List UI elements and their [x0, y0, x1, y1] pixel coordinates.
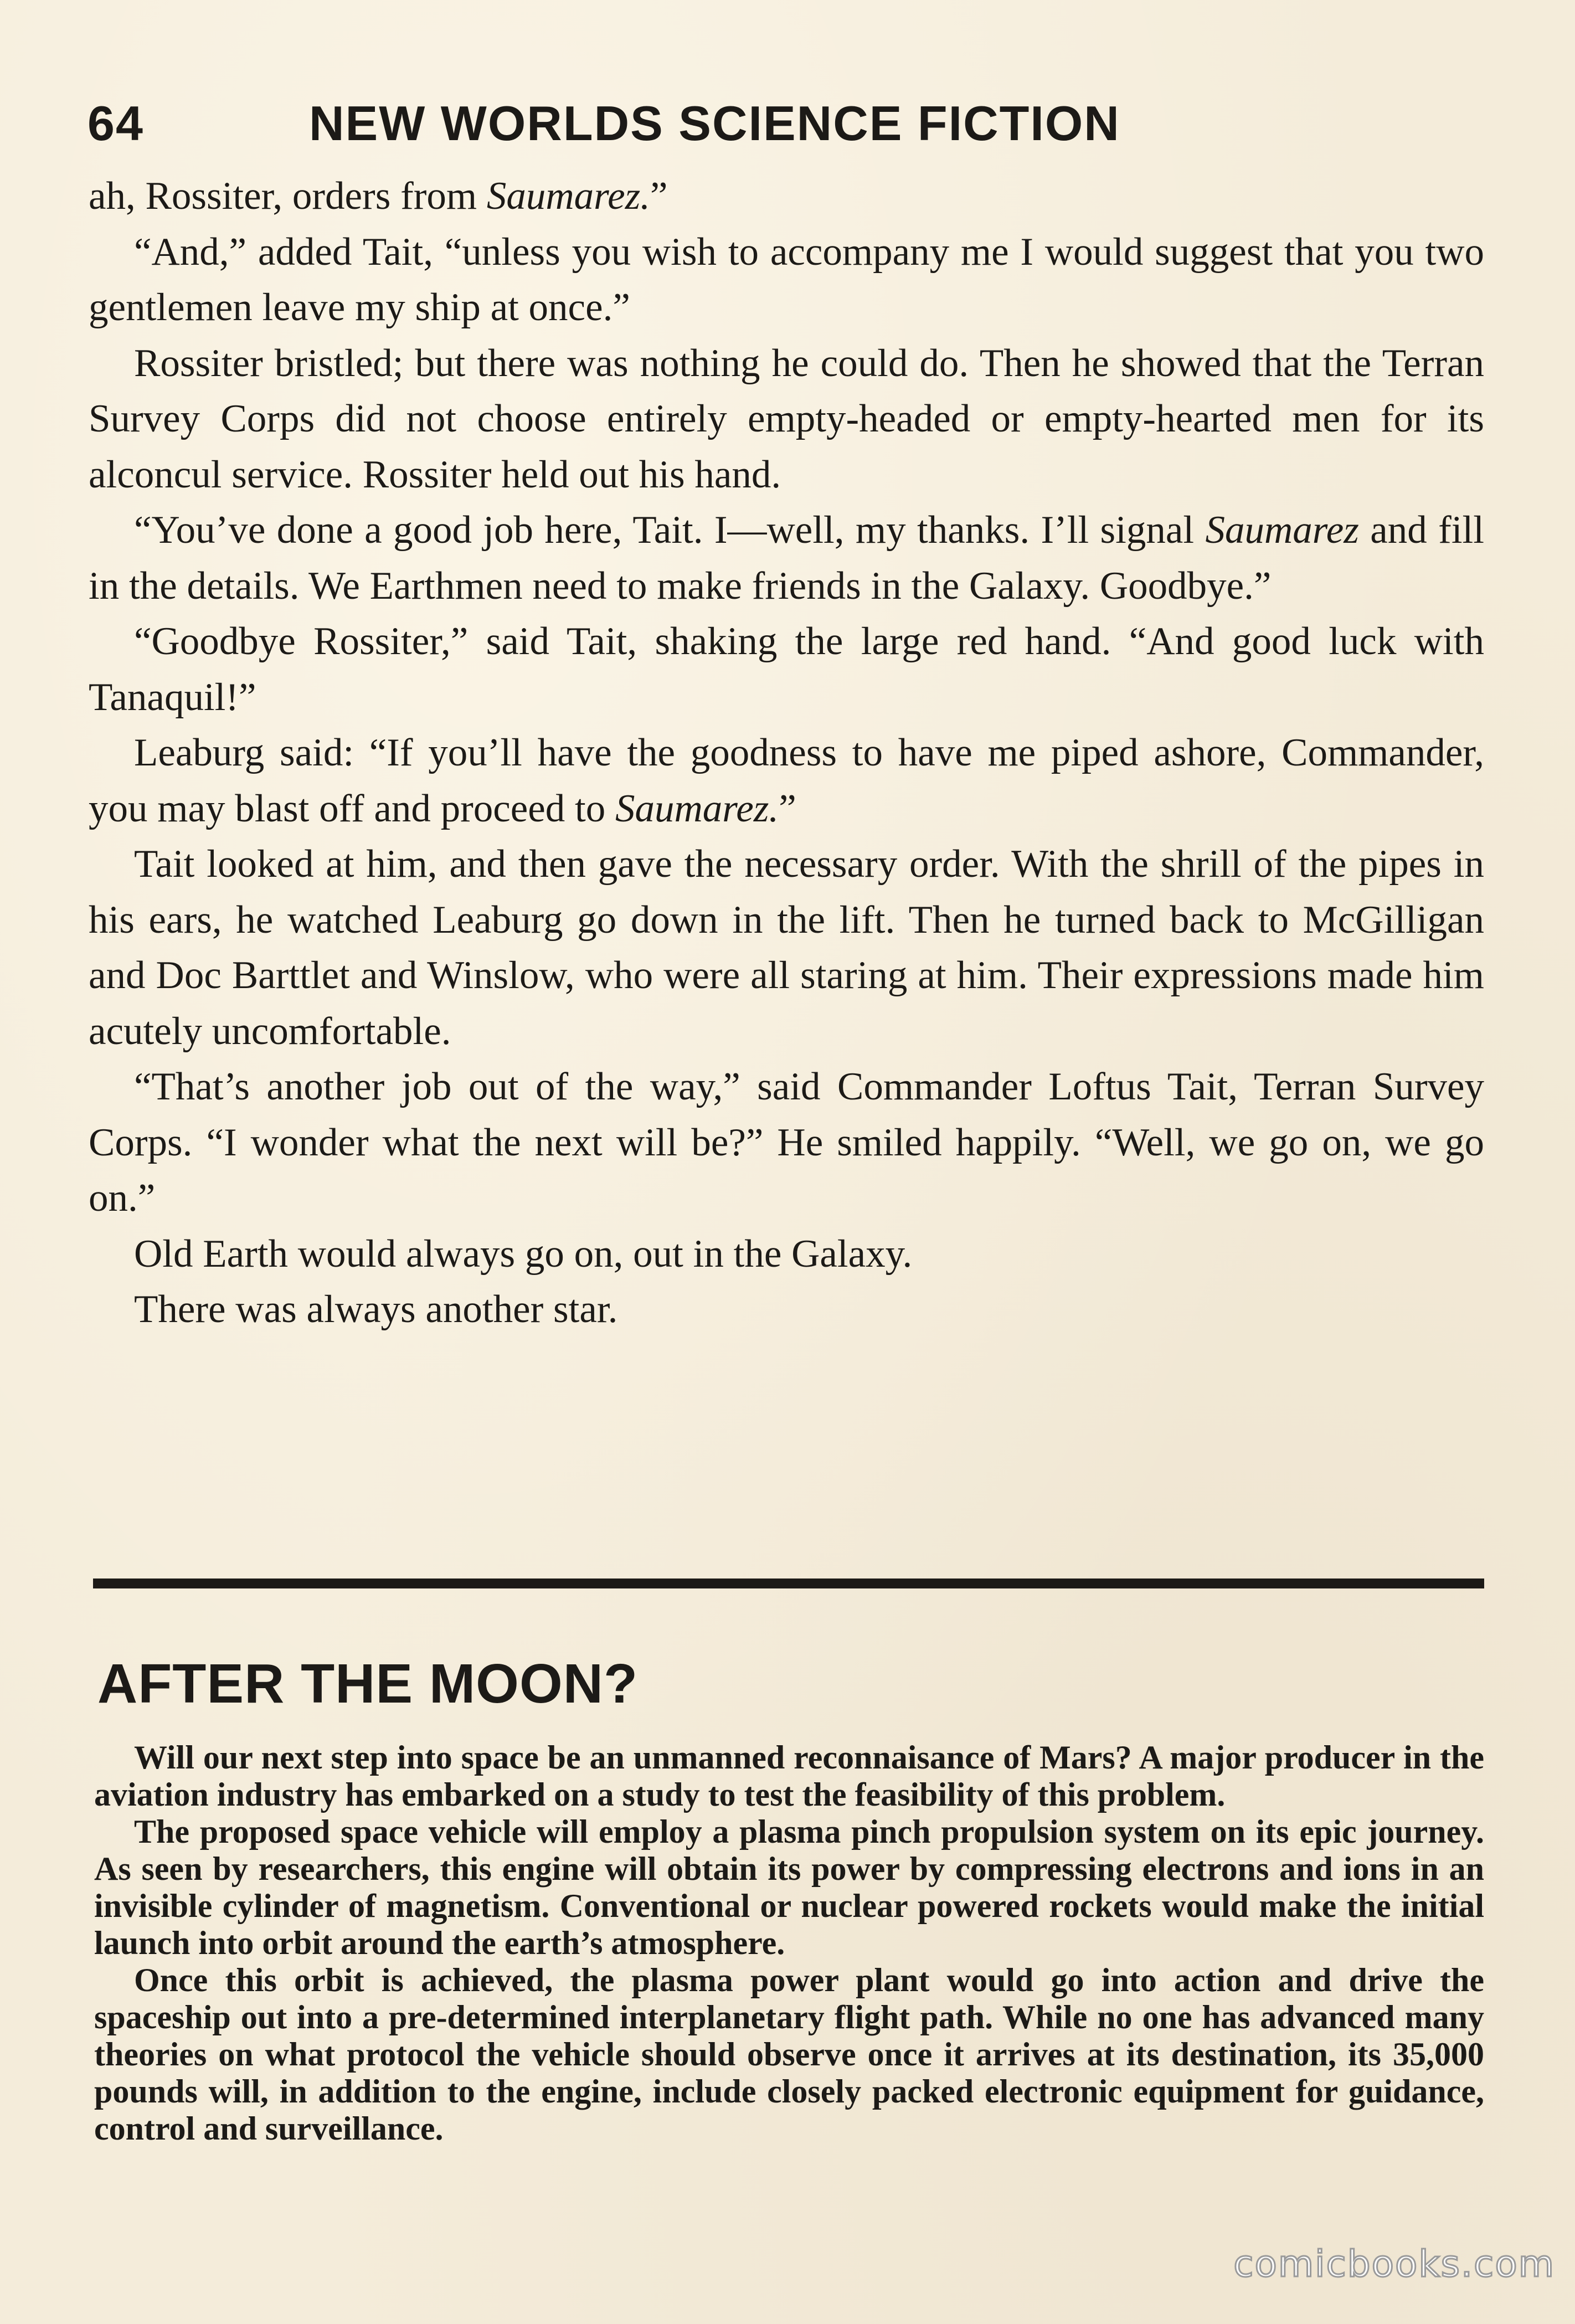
- story-paragraph: Old Earth would always go on, out in the Galaxy.: [134, 1232, 913, 1276]
- watermark-text: comicbooks.com: [1233, 2243, 1555, 2285]
- story-paragraph: Tait looked at him, and then gave the necessary order. With the shrill of the pipes in his ears, he watched Leaburg go down in the lift. Then he turned back to McGilligan and Doc Barttlet and Winslow, who were all staring at him. Their expressions made him acutely uncomfortable.: [89, 842, 1484, 1053]
- story-paragraph: “That’s another job out of the way,” said Commander Loftus Tait, Terran Survey Corps. “I wonder what the next will be?” He smiled happily. “Well, we go on, we go on.”: [89, 1065, 1484, 1220]
- story-paragraph: Leaburg said: “If you’ll have the goodness to have me piped ashore, Commander, you may blast off and proceed to Saumarez.”: [89, 731, 1484, 830]
- ship-name: Saumarez: [1205, 508, 1359, 552]
- sidebar-title: AFTER THE MOON?: [97, 1653, 639, 1715]
- page-number: 64: [87, 96, 144, 151]
- ship-name: Saumarez.: [615, 786, 779, 830]
- story-paragraph: ah, Rossiter, orders from Saumarez.”: [89, 174, 668, 218]
- ship-name: Saumarez.: [486, 174, 651, 218]
- story-text: [89, 168, 1484, 1338]
- sidebar-paragraph: Will our next step into space be an unmanned reconnaisance of Mars? A major producer in the aviation industry has embarked on a study to test the feasibility of this problem.: [94, 1739, 1484, 1813]
- section-divider: [93, 1579, 1484, 1588]
- story-paragraph: “You’ve done a good job here, Tait. I—well, my thanks. I’ll signal Saumarez and fill in the details. We Earthmen need to make friends in the Galaxy. Goodbye.”: [89, 508, 1484, 608]
- sidebar-article: [94, 1739, 1484, 2147]
- publication-title: NEW WORLDS SCIENCE FICTION: [309, 96, 1120, 151]
- sidebar-paragraph: The proposed space vehicle will employ a plasma pinch propulsion system on its epic journey. As seen by researchers, this engine will obtain its power by compressing electrons and ions in an invisible cylinder of magnetism. Conventional or nuclear powered rockets would make the initial launch into orbit around the earth’s atmosphere.: [94, 1813, 1484, 1961]
- running-head: [87, 93, 1483, 154]
- sidebar-paragraph: Once this orbit is achieved, the plasma power plant would go into action and drive the spaceship out into a pre-determined interplanetary flight path. While no one has advanced many theories on what protocol the vehicle should observe once it arrives at its destination, its 35,000 pounds will, in addition to the engine, include closely packed electronic equipment for guidance, control and surveillance.: [94, 1962, 1484, 2147]
- story-paragraph: “And,” added Tait, “unless you wish to accompany me I would suggest that you two gentlemen leave my ship at once.”: [89, 230, 1484, 329]
- story-paragraph: Rossiter bristled; but there was nothing he could do. Then he showed that the Terran Survey Corps did not choose entirely empty-headed or empty-hearted men for its alconcul service. Rossiter held out his hand.: [89, 341, 1484, 496]
- story-paragraph: “Goodbye Rossiter,” said Tait, shaking the large red hand. “And good luck with Tanaquil!”: [89, 620, 1484, 719]
- story-paragraph: There was always another star.: [134, 1288, 618, 1331]
